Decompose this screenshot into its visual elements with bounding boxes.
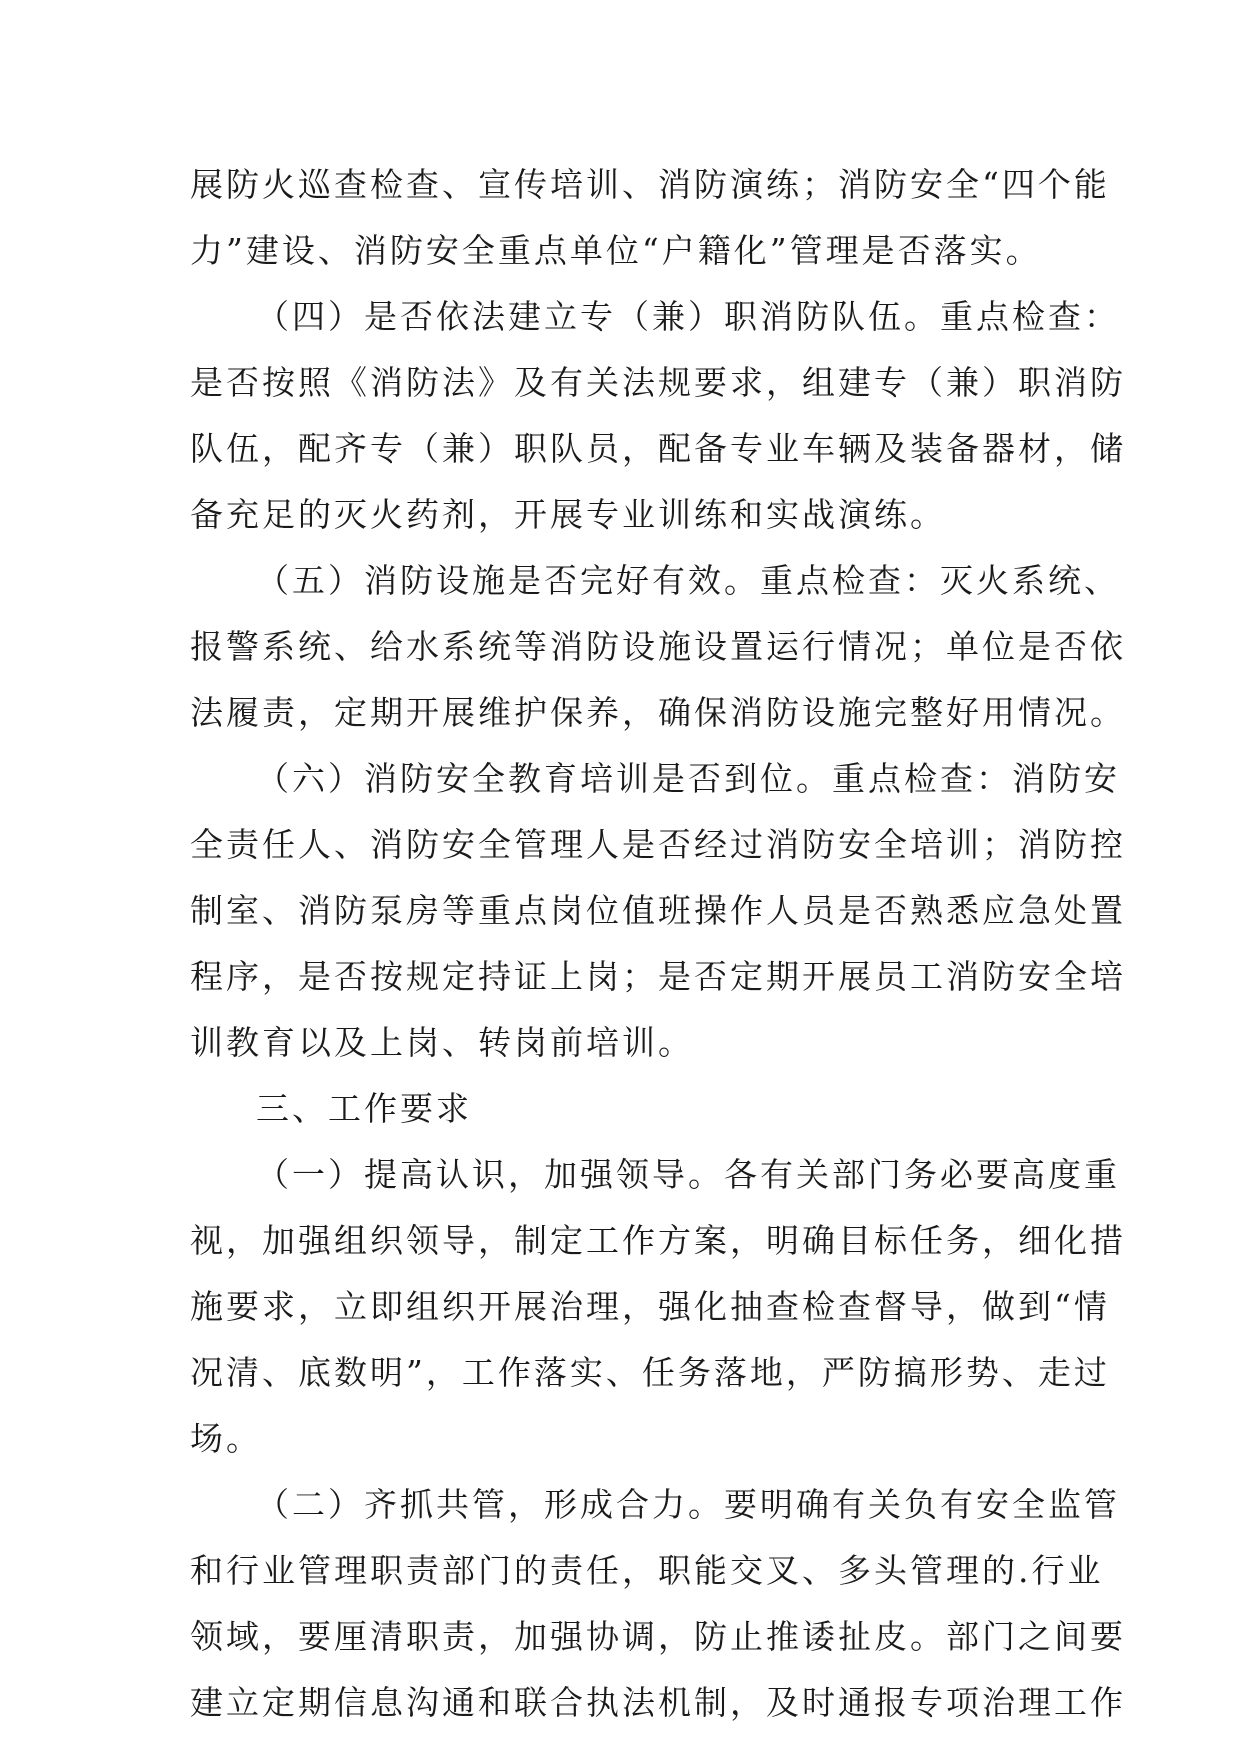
text-line: 和行业管理职责部门的责任，职能交叉、多头管理的.行业 xyxy=(190,1551,1104,1590)
text-line: 是否按照《消防法》及有关法规要求，组建专（兼）职消防 xyxy=(190,363,1126,402)
text-line: （五）消防设施是否完好有效。重点检查：灭火系统、 xyxy=(256,561,1120,600)
text-line: （四）是否依法建立专（兼）职消防队伍。重点检查： xyxy=(256,297,1120,336)
text-line: 三、工作要求 xyxy=(256,1089,472,1128)
text-line: 况清、底数明”，工作落实、任务落地，严防搞形势、走过 xyxy=(190,1353,1110,1392)
text-line: 训教育以及上岗、转岗前培训。 xyxy=(190,1023,694,1062)
text-line: 视，加强组织领导，制定工作方案，明确目标任务，细化措 xyxy=(190,1221,1126,1260)
text-line: 制室、消防泵房等重点岗位值班操作人员是否熟悉应急处置 xyxy=(190,891,1126,930)
text-line: 建立定期信息沟通和联合执法机制，及时通报专项治理工作 xyxy=(190,1683,1126,1722)
text-line: （二）齐抓共管，形成合力。要明确有关负有安全监管 xyxy=(256,1485,1120,1524)
text-line: 队伍，配齐专（兼）职队员，配备专业车辆及装备器材，储 xyxy=(190,429,1126,468)
text-line: 程序，是否按规定持证上岗；是否定期开展员工消防安全培 xyxy=(190,957,1126,996)
text-line: 展防火巡查检查、宣传培训、消防演练；消防安全“四个能 xyxy=(190,165,1110,204)
text-line: 全责任人、消防安全管理人是否经过消防安全培训；消防控 xyxy=(190,825,1126,864)
text-line: 场。 xyxy=(190,1419,262,1458)
text-line: 报警系统、给水系统等消防设施设置运行情况；单位是否依 xyxy=(190,627,1126,666)
text-line: 力”建设、消防安全重点单位“户籍化”管理是否落实。 xyxy=(190,231,1042,270)
text-line: （一）提高认识，加强领导。各有关部门务必要高度重 xyxy=(256,1155,1120,1194)
text-line: 施要求，立即组织开展治理，强化抽查检查督导，做到“情 xyxy=(190,1287,1110,1326)
text-line: 备充足的灭火药剂，开展专业训练和实战演练。 xyxy=(190,495,946,534)
document-body xyxy=(190,152,1126,1736)
text-line: 领域，要厘清职责，加强协调，防止推诿扯皮。部门之间要 xyxy=(190,1617,1126,1656)
text-line: （六）消防安全教育培训是否到位。重点检查：消防安 xyxy=(256,759,1120,798)
text-line: 法履责，定期开展维护保养，确保消防设施完整好用情况。 xyxy=(190,693,1126,732)
